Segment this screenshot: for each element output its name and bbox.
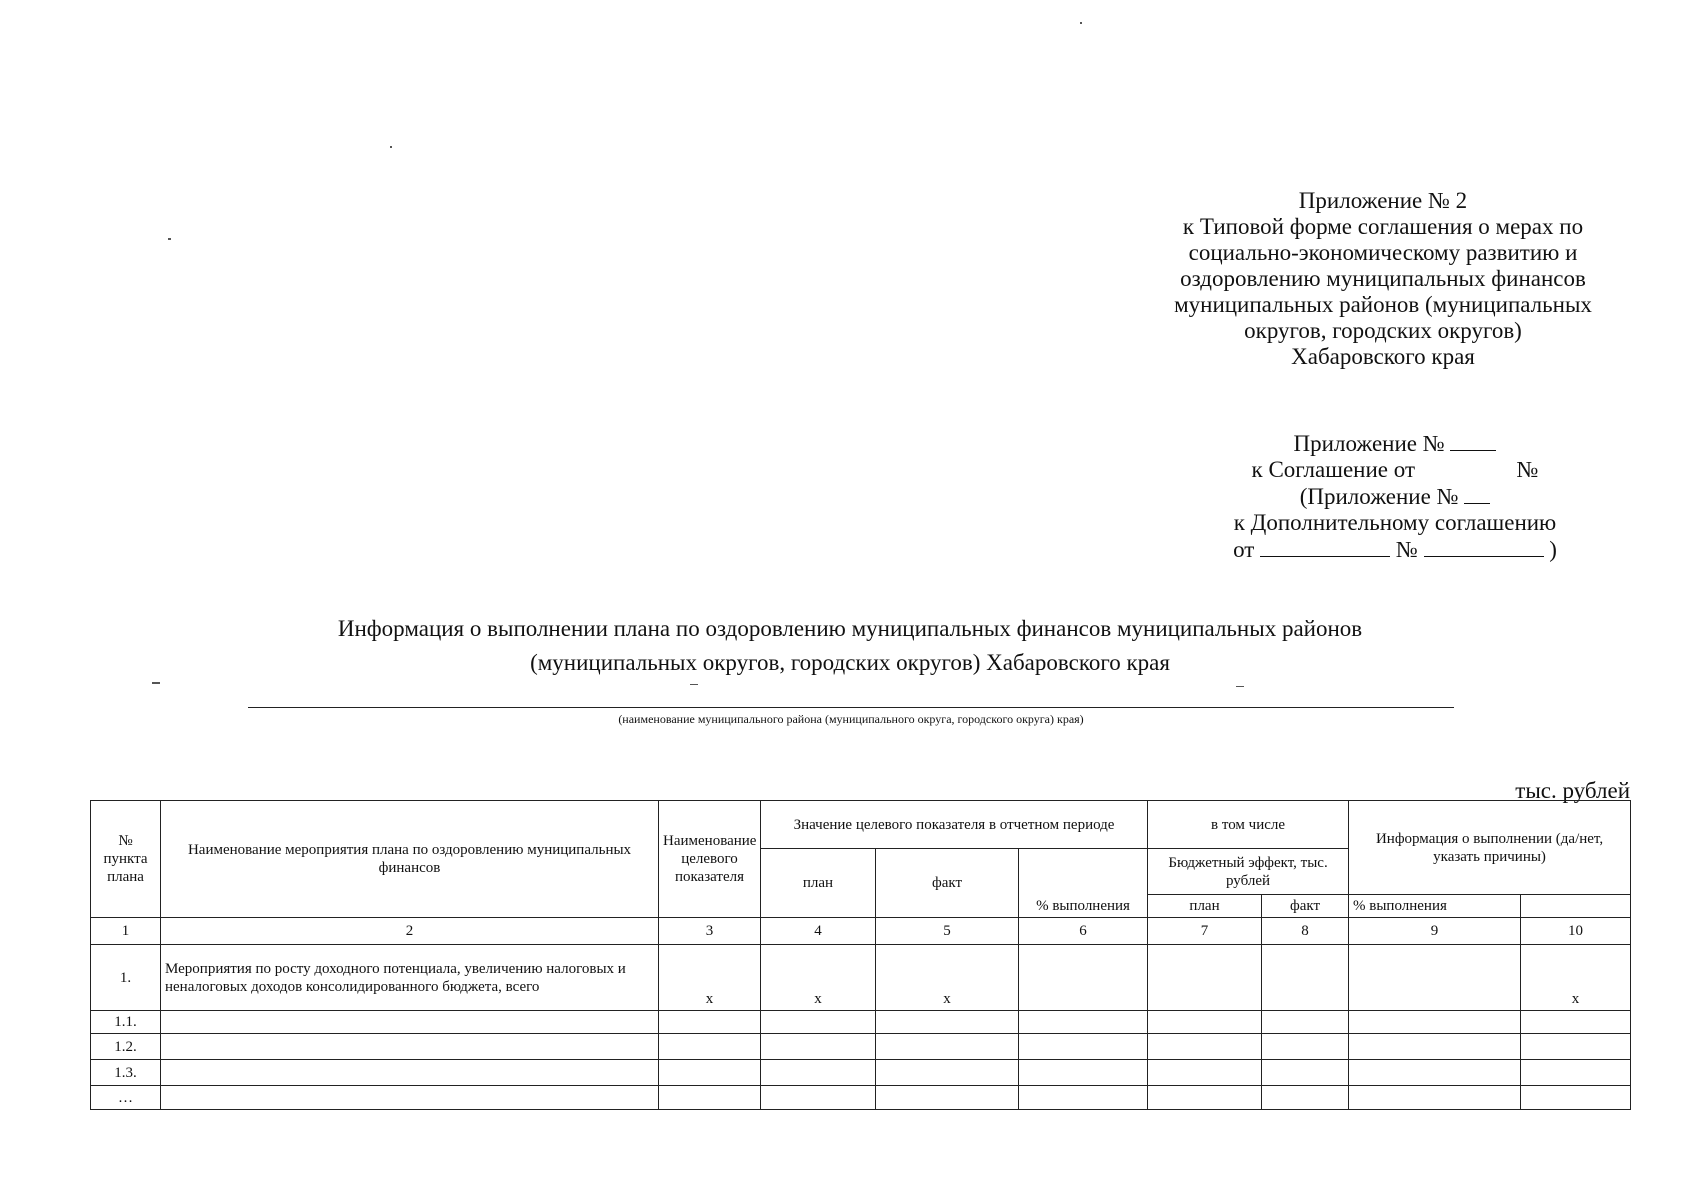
agreement-number-label: № [1516,457,1539,482]
scan-speck [1236,686,1244,687]
column-number: 3 [659,918,761,945]
table-row [91,1086,1631,1110]
supplementary-close-paren: ) [1549,537,1557,562]
row-budget-effect-plan [1148,1034,1262,1060]
units-label: тыс. рублей [1515,778,1630,803]
row-indicator-name [659,1034,761,1060]
header-empty-cell [1521,895,1631,918]
header-percent: % выполнения [1019,849,1148,918]
supplementary-agreement-line: к Дополнительному соглашению [1233,510,1557,535]
table-row [91,1060,1631,1086]
scan-speck [390,146,392,148]
column-number: 10 [1521,918,1631,945]
row-fact [876,1034,1019,1060]
table-row [91,1034,1631,1060]
row-item-number: 1.1. [91,1011,161,1034]
header-budget-effect-plan: план [1148,895,1262,918]
column-number: 9 [1349,918,1521,945]
appendix-2-header [1118,188,1648,370]
row-plan [761,1086,876,1110]
appendix-2-line: оздоровлению муниципальных финансов [1180,266,1586,291]
header-budget-effect-fact: факт [1262,895,1349,918]
appendix-2-line: Приложение № 2 [1298,188,1468,213]
row-budget-effect-fact [1262,1034,1349,1060]
supplementary-date-line [1170,536,1620,563]
row-plan [761,1034,876,1060]
row-budget-effect-fact [1262,1060,1349,1086]
row-budget-effect-fact [1262,1011,1349,1034]
row-budget-effect-percent [1349,1034,1521,1060]
row-budget-effect-percent [1349,1086,1521,1110]
row-execution-info [1521,1011,1631,1034]
column-number: 5 [876,918,1019,945]
appendix-2-line: муниципальных районов (муниципальных [1174,292,1592,317]
row-budget-effect-plan [1148,1086,1262,1110]
scan-speck [690,684,698,685]
row-measure-name [161,1034,659,1060]
column-number: 8 [1262,918,1349,945]
row-percent [1019,1086,1148,1110]
appendix-2-line: Хабаровского края [1291,344,1475,369]
row-indicator-name [659,1011,761,1034]
row-execution-info [1521,1060,1631,1086]
appendix-2-line: к Типовой форме соглашения о мерах по [1182,214,1584,239]
header-fact: факт [876,849,1019,918]
column-number: 7 [1148,918,1262,945]
supplementary-number-label: № [1395,537,1418,562]
row-budget-effect-plan [1148,945,1262,1011]
row-plan [761,1060,876,1086]
header-execution-info: Информация о выполнении (да/нет, указать причины) [1349,801,1631,895]
appendix-paren-blank [1464,483,1490,504]
header-indicator-name: Наименование целевого показателя [659,801,761,918]
header-plan: план [761,849,876,918]
document-title-line: (муниципальных округов, городских округов) Хабаровского края [530,650,1170,675]
row-indicator-name [659,1060,761,1086]
appendix-number-label: Приложение № [1293,431,1445,456]
row-budget-effect-fact [1262,1086,1349,1110]
row-budget-effect-plan [1148,1011,1262,1034]
appendix-paren-label: (Приложение № [1299,484,1459,509]
row-fact [876,1086,1019,1110]
supplementary-date-blank [1260,536,1390,557]
row-item-number: 1.2. [91,1034,161,1060]
appendix-2-line: социально-экономическому развитию и [1188,240,1578,265]
row-percent [1019,1034,1148,1060]
column-number: 2 [161,918,659,945]
row-percent [1019,945,1148,1011]
document-title-line: Информация о выполнении плана по оздоровлению муниципальных финансов муниципальных районов [337,616,1363,641]
scan-speck [152,682,160,684]
row-measure-name [161,1086,659,1110]
row-budget-effect-percent [1349,1011,1521,1034]
row-percent [1019,1060,1148,1086]
row-measure-name [161,1060,659,1086]
supplementary-date-label: от [1233,537,1255,562]
document-title [150,612,1550,680]
row-fact [876,1060,1019,1086]
header-item-number: № пункта плана [91,801,161,918]
row-fact: x [876,945,1019,1011]
municipality-name-line [248,707,1454,708]
appendix-number-blank [1450,430,1496,451]
row-indicator-name [659,1086,761,1110]
appendix-agreement-header [1170,430,1620,563]
appendix-number-line [1170,430,1620,457]
column-number: 1 [91,918,161,945]
row-budget-effect-plan [1148,1060,1262,1086]
row-fact [876,1011,1019,1034]
table-row [91,1011,1631,1034]
plan-execution-table [90,800,1631,1110]
municipality-name-caption: (наименование муниципального района (муниципального округа, городского округа) края) [618,712,1084,726]
row-execution-info: x [1521,945,1631,1011]
header-budget-effect-percent: % выполнения [1349,895,1521,918]
appendix-2-line: округов, городских округов) [1244,318,1522,343]
scan-speck [168,238,171,240]
row-item-number: … [91,1086,161,1110]
row-plan: x [761,945,876,1011]
row-item-number: 1.3. [91,1060,161,1086]
row-percent [1019,1011,1148,1034]
header-indicator-value-group: Значение целевого показателя в отчетном периоде [761,801,1148,849]
column-number: 6 [1019,918,1148,945]
header-budget-effect: Бюджетный эффект, тыс. рублей [1148,849,1349,895]
row-measure-name [161,1011,659,1034]
row-item-number: 1. [91,945,161,1011]
row-budget-effect-percent [1349,1060,1521,1086]
row-indicator-name: x [659,945,761,1011]
appendix-paren-line [1170,483,1620,510]
row-budget-effect-percent [1349,945,1521,1011]
agreement-date-line [1170,457,1620,483]
row-execution-info [1521,1086,1631,1110]
row-measure-name: Мероприятия по росту доходного потенциала, увеличению налоговых и неналоговых доходов консолидированного бюджета, всего [161,945,659,1011]
column-number-row [91,918,1631,945]
column-number: 4 [761,918,876,945]
row-budget-effect-fact [1262,945,1349,1011]
row-execution-info [1521,1034,1631,1060]
supplementary-number-blank [1424,536,1544,557]
row-plan [761,1011,876,1034]
agreement-date-label: к Соглашение от [1251,457,1415,482]
table-row [91,945,1631,1011]
header-measure-name: Наименование мероприятия плана по оздоровлению муниципальных финансов [161,801,659,918]
scan-speck [1080,22,1082,24]
header-including: в том числе [1148,801,1349,849]
